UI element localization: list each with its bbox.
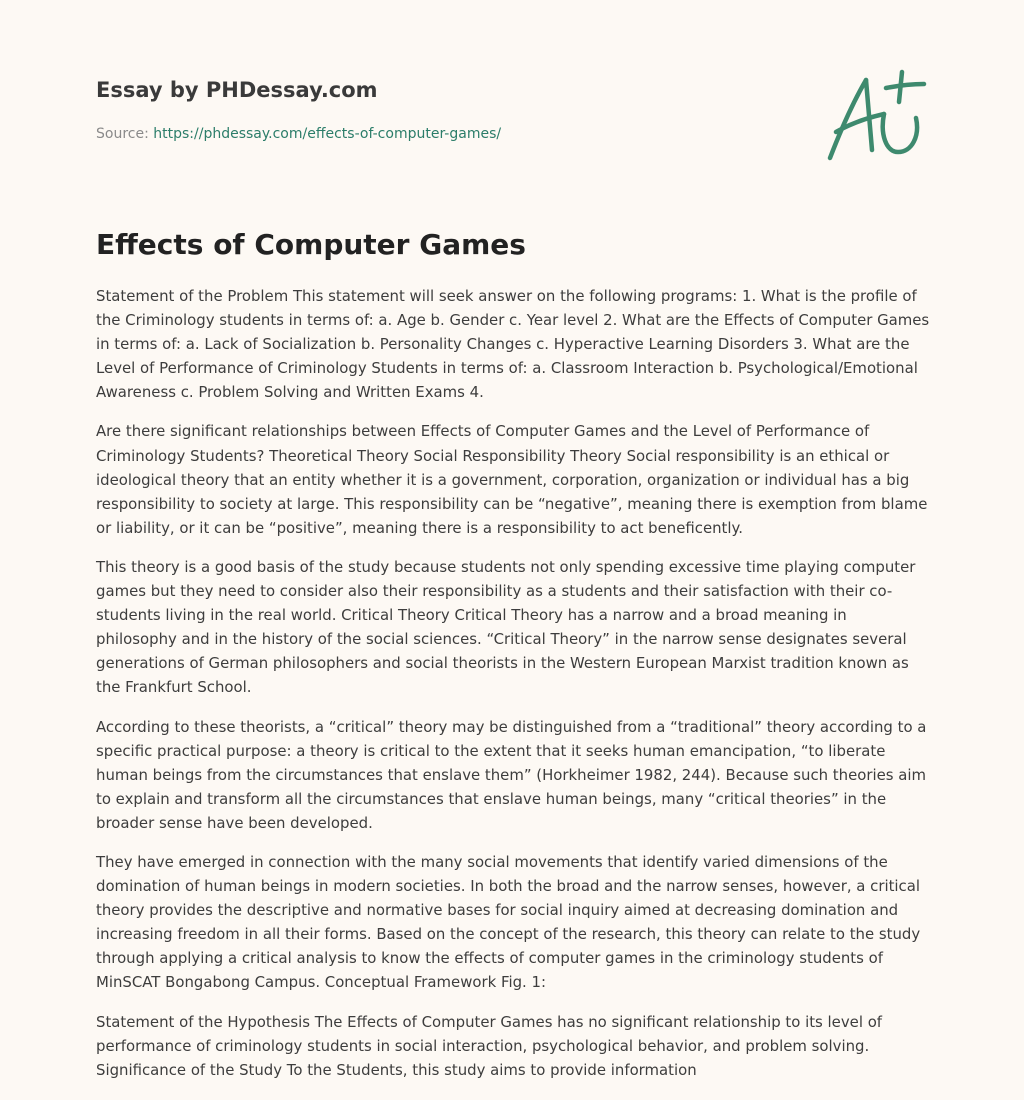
- paragraph: They have emerged in connection with the many social movements that identify varied dimensions of the domination of human beings in modern societies. In both the broad and the narrow senses, however, a critical theory provides the descriptive and normative bases for social inquiry aimed at decreasing domination and increasing freedom in all their forms. Based on the concept of the research, this theory can relate to the study through applying a critical analysis to know the effects of computer games in the criminology students of MinSCAT Bongabong Campus. Conceptual Framework Fig. 1:: [96, 852, 921, 992]
- paragraph: Are there significant relationships between Effects of Computer Games and the Level of Performance of Criminology Students? Theoretical Theory Social Responsibility Theory Social responsibility is an ethical or ideological theory that an entity whether it is a government, corporation, organization or individual has a big responsibility to society at large. This responsibility can be “negative”, meaning there is exemption from blame or liability, or it can be “positive”, meaning there is a responsibility to act beneficently.: [96, 422, 928, 537]
- paragraph: According to these theorists, a “critical” theory may be distinguished from a “traditional” theory according to a specific practical purpose: a theory is critical to the extent that it seeks human emancipation, “to liberate human beings from the circumstances that enslave them” (Horkheimer 1982, 244). Because such theories aim to explain and transform all the circumstances that enslave human beings, many “critical theories” in the broader sense have been developed.: [96, 717, 927, 832]
- a-plus-logo-icon: [822, 66, 932, 166]
- article-body: [96, 284, 932, 1097]
- paragraph: This theory is a good basis of the study because students not only spending excessive time playing computer games but they need to consider also their responsibility as a students and their satisfaction with their co-students living in the real world. Critical Theory Critical Theory has a narrow and a broad meaning in philosophy and in the history of the social sciences. “Critical Theory” in the narrow sense designates several generations of German philosophers and social theorists in the Western European Marxist tradition known as the Frankfurt School.: [96, 557, 916, 697]
- paragraph: Statement of the Hypothesis The Effects of Computer Games has no significant relationship to its level of performance of criminology students in social interaction, psychological behavior, and problem solving. Significance of the Study To the Students, this study aims to provide information: [96, 1012, 883, 1079]
- paragraph: Statement of the Problem This statement will seek answer on the following programs: 1. What is the profile of the Criminology students in terms of: a. Age b. Gender c. Year level 2. What are the Effects of Computer Games in terms of: a. Lack of Socialization b. Personality Changes c. Hyperactive Learning Disorders 3. What are the Level of Performance of Criminology Students in terms of: a. Classroom Interaction b. Psychological/Emotional Awareness c. Problem Solving and Written Exams 4.: [96, 287, 930, 402]
- a-plus-logo-graphic: [822, 66, 932, 166]
- site-title: Essay by PHDessay.com: [96, 78, 378, 102]
- source-line: [96, 123, 796, 145]
- site-header: [96, 72, 796, 145]
- source-label: Source:: [96, 126, 154, 142]
- source-link[interactable]: https://phdessay.com/effects-of-computer-games/: [153, 126, 502, 142]
- article-title: Effects of Computer Games: [96, 228, 526, 261]
